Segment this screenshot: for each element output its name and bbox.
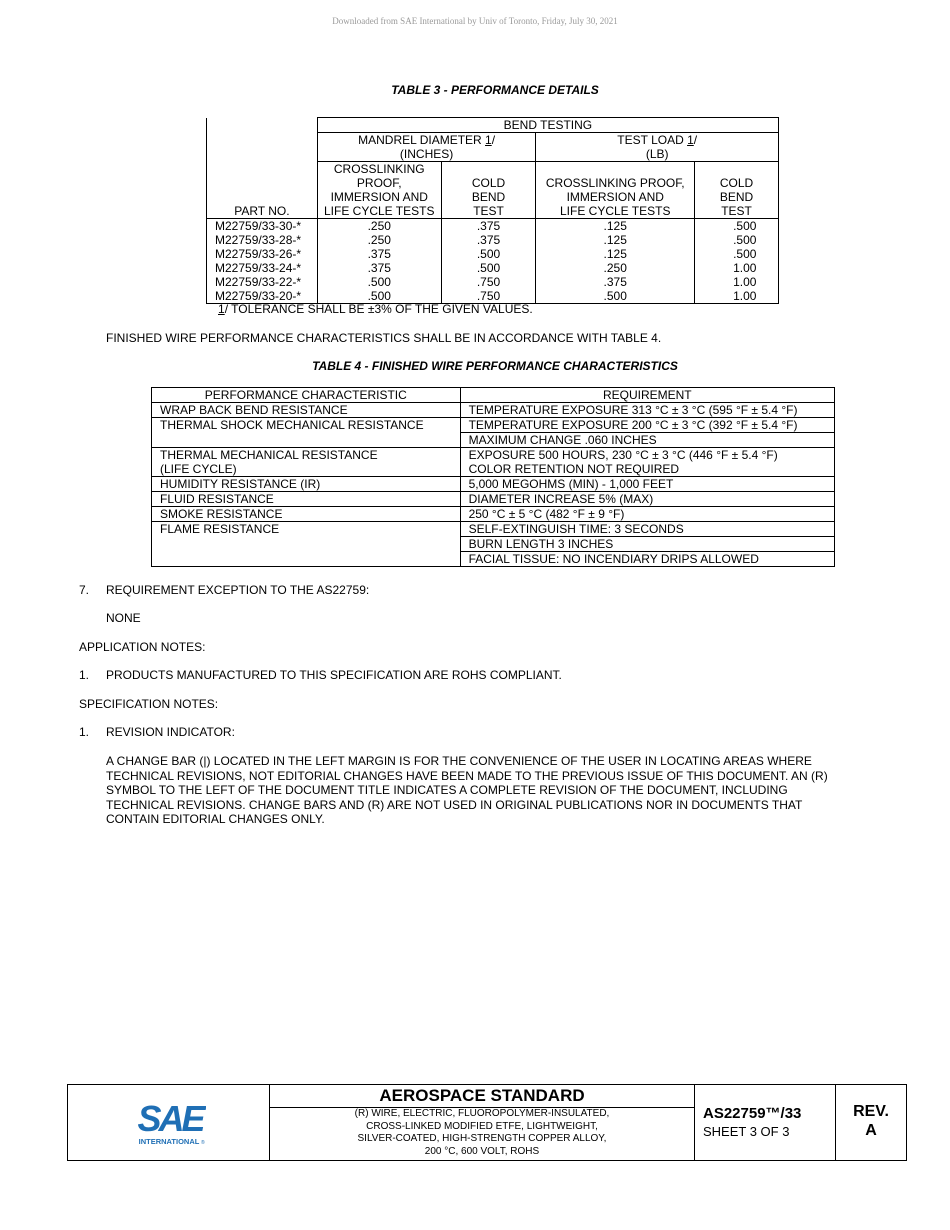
table-row: M22759/33-30-* .250 .375 .125 .500 bbox=[207, 219, 779, 234]
specification-note-title: REVISION INDICATOR: bbox=[106, 725, 235, 739]
document-description: (R) WIRE, ELECTRIC, FLUOROPOLYMER-INSULATED, CROSS-LINKED MODIFIED ETFE, LIGHTWEIGHT, SILVER-COATED, HIGH-STRENGTH COPPER ALLOY, 200 °C, 600 VOLT, ROHS bbox=[354, 1108, 610, 1157]
table-row: THERMAL MECHANICAL RESISTANCE (LIFE CYCLE) EXPOSURE 500 HOURS, 230 °C ± 3 °C (446 °F ± 5.4 °F) COLOR RETENTION NOT REQUIRED bbox=[152, 448, 835, 477]
title-block-rev-cell bbox=[836, 1085, 906, 1160]
table-row: M22759/33-24-* .375 .500 .250 1.00 bbox=[207, 261, 779, 275]
table-row: HUMIDITY RESISTANCE (IR) 5,000 MEGOHMS (MIN) - 1,000 FEET bbox=[152, 477, 835, 492]
application-notes-heading: APPLICATION NOTES: bbox=[79, 640, 206, 654]
table-row: BURN LENGTH 3 INCHES bbox=[152, 537, 835, 552]
sae-logo-mark bbox=[136, 1099, 206, 1147]
sheet-number: SHEET 3 OF 3 bbox=[703, 1124, 790, 1139]
table-row: M22759/33-28-* .250 .375 .125 .500 bbox=[207, 233, 779, 247]
table-row: SMOKE RESISTANCE 250 °C ± 5 °C (482 °F ± 9 °F) bbox=[152, 507, 835, 522]
table-row: WRAP BACK BEND RESISTANCE TEMPERATURE EXPOSURE 313 °C ± 3 °C (595 °F ± 5.4 °F) bbox=[152, 403, 835, 418]
table3-bend-testing-header: BEND TESTING bbox=[317, 118, 778, 133]
document-number: AS22759™/33 bbox=[703, 1105, 802, 1122]
table4-header-characteristic: PERFORMANCE CHARACTERISTIC bbox=[152, 388, 461, 403]
table4-title: TABLE 4 - FINISHED WIRE PERFORMANCE CHARACTERISTICS bbox=[312, 359, 678, 373]
table3-load-cold-header: COLD BEND TEST bbox=[695, 162, 779, 219]
table3-mandrel-cold-header: COLD BEND TEST bbox=[441, 162, 536, 219]
title-block-number-cell bbox=[695, 1085, 836, 1160]
svg-text:®: ® bbox=[201, 1140, 205, 1146]
table3 bbox=[206, 117, 779, 304]
sae-logo bbox=[136, 1099, 206, 1147]
table4-header-requirement: REQUIREMENT bbox=[460, 388, 834, 403]
table3-mandrel-cl-header: CROSSLINKING PROOF, IMMERSION AND LIFE CYCLE TESTS bbox=[317, 162, 441, 219]
table3-load-header: TEST LOAD 1/ (LB) bbox=[536, 133, 779, 162]
table3-mandrel-header: MANDREL DIAMETER 1/ (INCHES) bbox=[317, 133, 536, 162]
table-row: THERMAL SHOCK MECHANICAL RESISTANCE TEMPERATURE EXPOSURE 200 °C ± 3 °C (392 °F ± 5.4 °F) bbox=[152, 418, 835, 433]
title-block bbox=[67, 1084, 907, 1161]
revision: REV. A bbox=[853, 1103, 889, 1139]
table3-part-no-header: PART NO. bbox=[207, 162, 318, 219]
table3-footnote: 1/ TOLERANCE SHALL BE ±3% OF THE GIVEN VALUES. bbox=[218, 302, 533, 316]
section7-number: 7. bbox=[79, 583, 90, 597]
section7-body: NONE bbox=[106, 611, 141, 625]
application-note-text: PRODUCTS MANUFACTURED TO THIS SPECIFICATION ARE ROHS COMPLIANT. bbox=[106, 668, 562, 682]
table-row: FLAME RESISTANCE SELF-EXTINGUISH TIME: 3 SECONDS bbox=[152, 522, 835, 537]
table-row: FLUID RESISTANCE DIAMETER INCREASE 5% (MAX) bbox=[152, 492, 835, 507]
table4 bbox=[151, 387, 835, 567]
specification-notes-heading: SPECIFICATION NOTES: bbox=[79, 697, 219, 711]
table-row: M22759/33-26-* .375 .500 .125 .500 bbox=[207, 247, 779, 261]
table3-title: TABLE 3 - PERFORMANCE DETAILS bbox=[391, 83, 599, 97]
specification-note-number: 1. bbox=[79, 725, 90, 739]
section7-title: REQUIREMENT EXCEPTION TO THE AS22759: bbox=[106, 583, 370, 597]
svg-text:SAE: SAE bbox=[137, 1099, 203, 1139]
table-row: MAXIMUM CHANGE .060 INCHES bbox=[152, 433, 835, 448]
table-row: FACIAL TISSUE: NO INCENDIARY DRIPS ALLOWED bbox=[152, 552, 835, 567]
title-block-logo-cell bbox=[68, 1085, 270, 1160]
revision-indicator-paragraph: A CHANGE BAR (|) LOCATED IN THE LEFT MARGIN IS FOR THE CONVENIENCE OF THE USER IN LOCATING AREAS WHERE TECHNICAL REVISIONS, NOT EDITORIAL CHANGES HAVE BEEN MADE TO THE PREVIOUS ISSUE OF THIS DOCUMENT. AN (R) SYMBOL TO THE LEFT OF THE DOCUMENT TITLE INDICATES A COMPLETE REVISION OF THE DOCUMENT, INCLUDING TECHNICAL REVISIONS. CHANGE BARS AND (R) ARE NOT USED IN ORIGINAL PUBLICATIONS NOR IN DOCUMENTS THAT CONTAIN EDITORIAL CHANGES ONLY. bbox=[106, 754, 828, 826]
application-note-number: 1. bbox=[79, 668, 90, 682]
download-notice: Downloaded from SAE International by Univ of Toronto, Friday, July 30, 2021 bbox=[332, 16, 618, 26]
standard-type: AEROSPACE STANDARD bbox=[270, 1085, 694, 1108]
table3-load-cl-header: CROSSLINKING PROOF, IMMERSION AND LIFE CYCLE TESTS bbox=[536, 162, 695, 219]
table-row: M22759/33-22-* .500 .750 .375 1.00 bbox=[207, 275, 779, 289]
table-row: M22759/33-20-* .500 .750 .500 1.00 bbox=[207, 289, 779, 304]
table4-intro: FINISHED WIRE PERFORMANCE CHARACTERISTICS SHALL BE IN ACCORDANCE WITH TABLE 4. bbox=[106, 331, 662, 345]
title-block-title-cell bbox=[270, 1085, 695, 1160]
svg-text:INTERNATIONAL: INTERNATIONAL bbox=[138, 1137, 200, 1146]
table3-corner bbox=[207, 118, 318, 133]
